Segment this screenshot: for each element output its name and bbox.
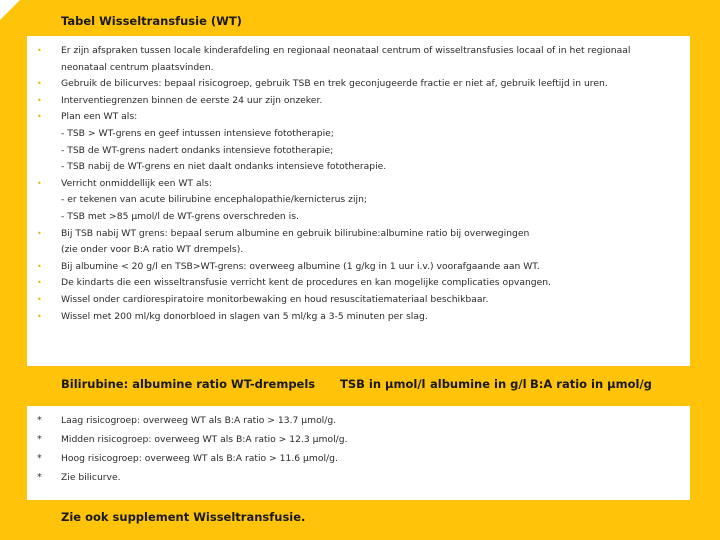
list-item: neonataal centrum plaatsvinden.	[61, 61, 214, 73]
bullet-icon: •	[37, 228, 42, 238]
list-item: • Wissel met 200 ml/kg donorbloed in slagen van 5 ml/kg a 3-5 minuten per slag.	[35, 309, 680, 326]
list-item: • De kindarts die een wisseltransfusie verricht kent de procedures en kan mogelijke complicaties opvangen.	[35, 275, 680, 292]
list-item: - TSB de WT-grens nadert ondanks intensieve fototherapie;	[61, 144, 334, 156]
bullet-icon: •	[37, 278, 42, 288]
bullet-icon: •	[37, 178, 42, 188]
list-item: • Interventiegrenzen binnen de eerste 24 uur zijn onzeker.	[35, 93, 680, 110]
corner-decoration	[0, 0, 20, 20]
ratio-list	[27, 406, 690, 500]
ratio-header-tsb: TSB in µmol/l	[340, 377, 426, 391]
asterisk-icon: *	[37, 453, 42, 464]
list-item: • Verricht onmiddellijk een WT als:	[35, 176, 680, 193]
list-item: • Bij albumine < 20 g/l en TSB>WT-grens: overweeg albumine (1 g/kg in 1 uur i.v.) voorafgaande aan WT.	[35, 259, 680, 276]
list-item: * Zie bilicurve.	[35, 468, 680, 487]
asterisk-icon: *	[37, 415, 42, 426]
list-item: - TSB met >85 µmol/l de WT-grens overschreden is.	[61, 210, 299, 222]
bullet-icon: •	[37, 261, 42, 271]
list-item: • Plan een WT als:	[35, 109, 680, 126]
list-item: • Wissel onder cardiorespiratoire monitorbewaking en houd resuscitatiemateriaal beschikbaar.	[35, 292, 680, 309]
list-item: - TSB nabij de WT-grens en niet daalt ondanks intensieve fototherapie.	[61, 161, 387, 173]
bullet-icon: •	[37, 112, 42, 122]
ratio-header	[27, 366, 690, 406]
asterisk-icon: *	[37, 472, 42, 483]
document-page	[27, 0, 690, 540]
list-item: • Bij TSB nabij WT grens: bepaal serum albumine en gebruik bilirubine:albumine ratio bij overwegingen	[35, 226, 680, 243]
list-item: * Midden risicogroep: overweeg WT als B:A ratio > 12.3 µmol/g.	[35, 430, 680, 449]
bullet-icon: •	[37, 79, 42, 89]
list-item: (zie onder voor B:A ratio WT drempels).	[61, 244, 244, 256]
ratio-header-label: Bilirubine: albumine ratio WT-drempels	[61, 377, 316, 391]
table-title: Tabel Wisseltransfusie (WT)	[27, 0, 690, 36]
ratio-header-ratio: B:A ratio in µmol/g	[530, 377, 652, 391]
list-item: * Laag risicogroep: overweeg WT als B:A ratio > 13.7 µmol/g.	[35, 411, 680, 430]
list-item: • Gebruik de bilicurves: bepaal risicogroep, gebruik TSB en trek geconjugeerde fractie er niet af, gebruik leeftijd in uren.	[35, 76, 680, 93]
bullet-icon: •	[37, 95, 42, 105]
list-item: * Hoog risicogroep: overweeg WT als B:A ratio > 11.6 µmol/g.	[35, 449, 680, 468]
list-item: - TSB > WT-grens en geef intussen intensieve fototherapie;	[61, 127, 334, 139]
bullet-icon: •	[37, 311, 42, 321]
ratio-header-albumine: albumine in g/l	[430, 377, 527, 391]
list-item: • Er zijn afspraken tussen locale kinderafdeling en regionaal neonataal centrum of wisseltransfusies locaal of in het regionaal	[35, 43, 680, 60]
bullet-icon: •	[37, 294, 42, 304]
recommendations-list	[27, 36, 690, 366]
list-item: - er tekenen van acute bilirubine encephalopathie/kernicterus zijn;	[61, 194, 367, 206]
footer-note: Zie ook supplement Wisseltransfusie.	[27, 500, 690, 540]
asterisk-icon: *	[37, 434, 42, 445]
bullet-icon: •	[37, 46, 42, 55]
